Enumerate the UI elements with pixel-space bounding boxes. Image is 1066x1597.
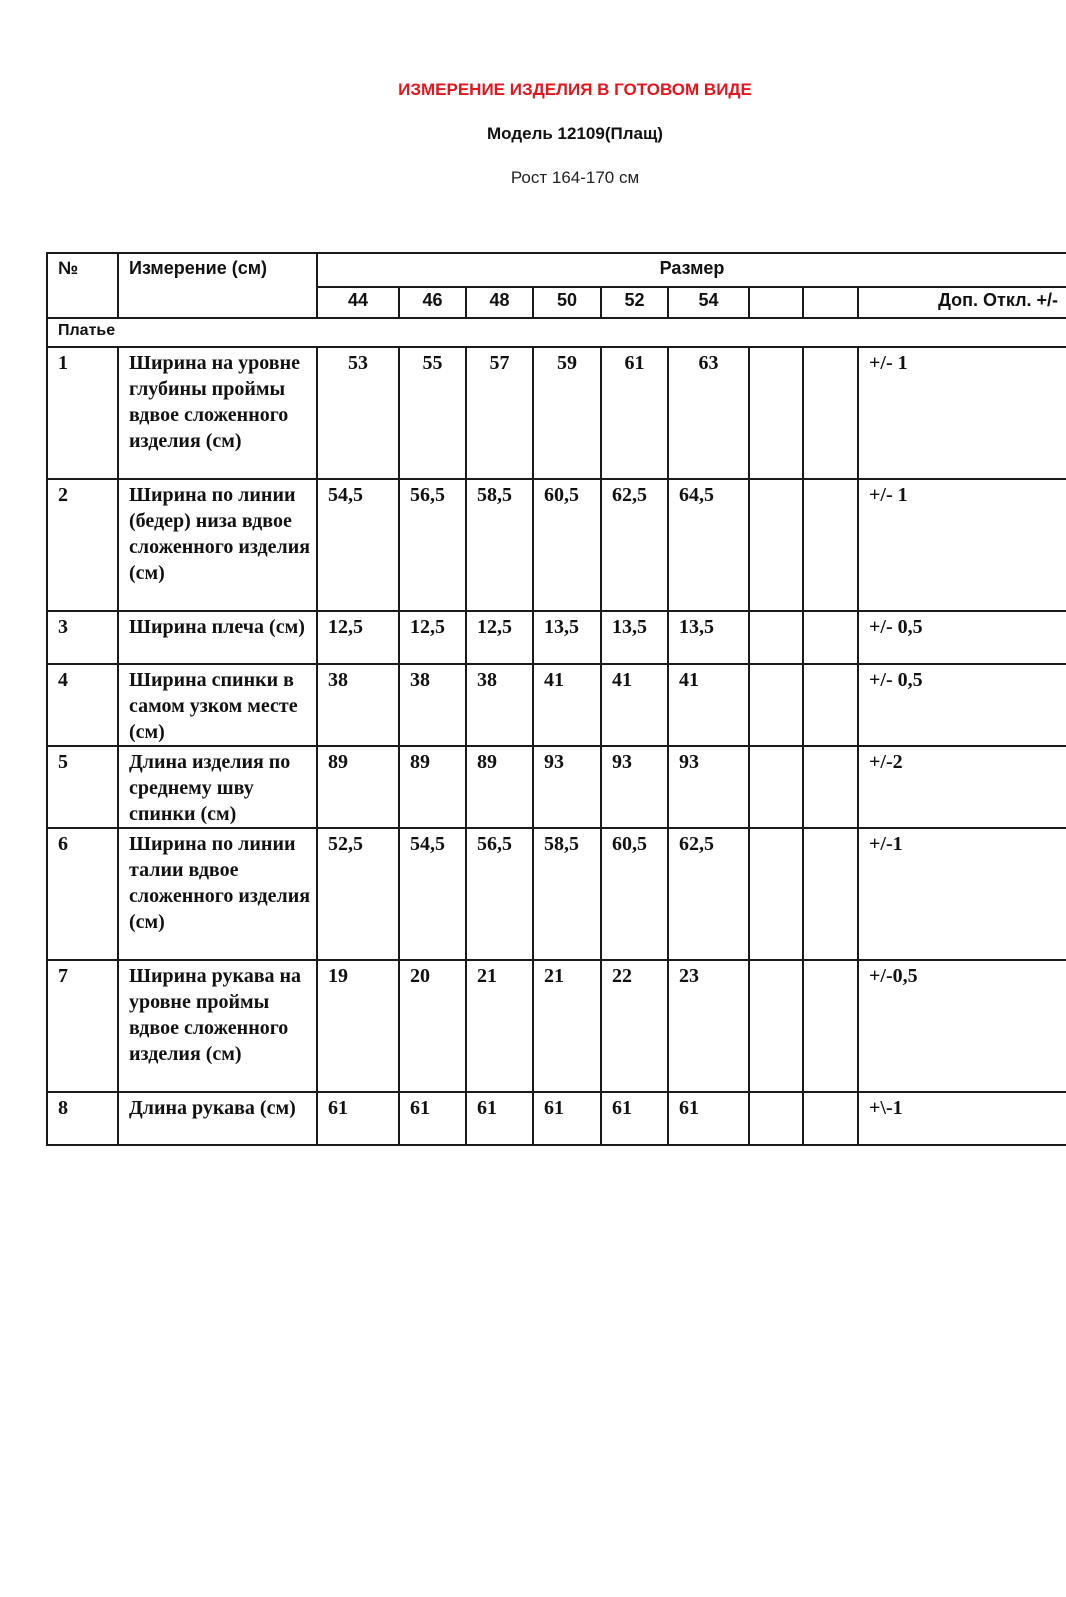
row-size-value: 60,5 <box>601 828 668 960</box>
row-tolerance: +/-1 <box>858 828 1066 960</box>
row-size-value: 53 <box>317 347 399 479</box>
row-size-value: 93 <box>601 746 668 828</box>
row-size-value: 59 <box>533 347 601 479</box>
row-measurement-label: Ширина по линии талии вдвое сложенного изделия (см) <box>118 828 317 960</box>
header-size-cell: 48 <box>466 287 533 318</box>
row-size-value: 41 <box>668 664 749 746</box>
row-size-value: 41 <box>533 664 601 746</box>
row-size-value: 61 <box>399 1092 466 1145</box>
header-size-cell <box>803 287 858 318</box>
row-size-value: 89 <box>399 746 466 828</box>
row-size-value: 93 <box>668 746 749 828</box>
row-size-value: 63 <box>668 347 749 479</box>
row-size-value: 61 <box>601 1092 668 1145</box>
table-row <box>47 611 1066 664</box>
row-tolerance: +/-2 <box>858 746 1066 828</box>
row-measurement-label: Ширина рукава на уровне проймы вдвое сложенного изделия (см) <box>118 960 317 1092</box>
row-tolerance: +/-0,5 <box>858 960 1066 1092</box>
row-size-value: 20 <box>399 960 466 1092</box>
table-row <box>47 347 1066 479</box>
row-size-value: 89 <box>317 746 399 828</box>
section-label: Платье <box>47 318 1066 347</box>
row-tolerance: +/- 1 <box>858 347 1066 479</box>
header-measurement: Измерение (см) <box>118 253 317 318</box>
row-number: 5 <box>47 746 118 828</box>
header-size-cell: 46 <box>399 287 466 318</box>
row-size-value: 93 <box>533 746 601 828</box>
row-number: 3 <box>47 611 118 664</box>
row-size-value <box>749 479 803 611</box>
row-size-value: 61 <box>668 1092 749 1145</box>
row-size-value: 12,5 <box>317 611 399 664</box>
row-size-value <box>749 1092 803 1145</box>
row-size-value <box>803 611 858 664</box>
header-size-cell: 50 <box>533 287 601 318</box>
table-row <box>47 960 1066 1092</box>
table-header-row <box>47 253 1066 287</box>
row-number: 8 <box>47 1092 118 1145</box>
row-size-value: 54,5 <box>399 828 466 960</box>
row-size-value: 62,5 <box>601 479 668 611</box>
row-size-value: 38 <box>466 664 533 746</box>
row-number: 1 <box>47 347 118 479</box>
row-size-value <box>749 960 803 1092</box>
header-size-cell: 52 <box>601 287 668 318</box>
height-range: Рост 164-170 см <box>510 168 640 187</box>
row-size-value: 54,5 <box>317 479 399 611</box>
row-size-value: 89 <box>466 746 533 828</box>
table-row <box>47 479 1066 611</box>
row-size-value: 38 <box>317 664 399 746</box>
row-number: 2 <box>47 479 118 611</box>
row-size-value <box>749 746 803 828</box>
row-number: 7 <box>47 960 118 1092</box>
header-number: № <box>47 253 118 318</box>
row-size-value: 64,5 <box>668 479 749 611</box>
row-tolerance: +/- 0,5 <box>858 664 1066 746</box>
header-size-cell: 54 <box>668 287 749 318</box>
row-size-value: 13,5 <box>668 611 749 664</box>
row-size-value: 41 <box>601 664 668 746</box>
row-size-value: 38 <box>399 664 466 746</box>
document-title: ИЗМЕРЕНИЕ ИЗДЕЛИЯ В ГОТОВОМ ВИДЕ <box>398 80 752 99</box>
header-size-cell: 44 <box>317 287 399 318</box>
row-size-value: 57 <box>466 347 533 479</box>
row-size-value: 55 <box>399 347 466 479</box>
row-size-value: 58,5 <box>466 479 533 611</box>
row-measurement-label: Ширина спинки в самом узком месте (см) <box>118 664 317 746</box>
section-row <box>47 318 1066 347</box>
row-size-value: 62,5 <box>668 828 749 960</box>
row-number: 4 <box>47 664 118 746</box>
row-size-value: 23 <box>668 960 749 1092</box>
row-size-value: 61 <box>466 1092 533 1145</box>
row-size-value: 13,5 <box>533 611 601 664</box>
row-number: 6 <box>47 828 118 960</box>
row-size-value <box>803 664 858 746</box>
row-size-value <box>749 664 803 746</box>
row-size-value: 56,5 <box>399 479 466 611</box>
row-measurement-label: Длина рукава (см) <box>118 1092 317 1145</box>
header-size-cell <box>749 287 803 318</box>
model-name: Модель 12109(Плащ) <box>487 124 663 143</box>
header-size: Размер <box>317 253 1066 287</box>
row-size-value <box>803 828 858 960</box>
row-size-value <box>803 347 858 479</box>
row-size-value: 61 <box>601 347 668 479</box>
row-size-value <box>749 611 803 664</box>
table-row <box>47 746 1066 828</box>
row-size-value: 12,5 <box>466 611 533 664</box>
row-size-value: 21 <box>466 960 533 1092</box>
row-size-value <box>749 828 803 960</box>
row-tolerance: +/- 0,5 <box>858 611 1066 664</box>
table-row <box>47 828 1066 960</box>
row-size-value: 58,5 <box>533 828 601 960</box>
table-row <box>47 1092 1066 1145</box>
row-size-value: 19 <box>317 960 399 1092</box>
row-size-value: 12,5 <box>399 611 466 664</box>
row-size-value <box>803 1092 858 1145</box>
row-size-value: 61 <box>317 1092 399 1145</box>
row-measurement-label: Ширина по линии (бедер) низа вдвое сложенного изделия (см) <box>118 479 317 611</box>
row-tolerance: +\-1 <box>858 1092 1066 1145</box>
row-size-value: 60,5 <box>533 479 601 611</box>
row-size-value <box>803 479 858 611</box>
row-measurement-label: Ширина на уровне глубины проймы вдвое сложенного изделия (см) <box>118 347 317 479</box>
row-measurement-label: Длина изделия по среднему шву спинки (см) <box>118 746 317 828</box>
row-size-value: 13,5 <box>601 611 668 664</box>
row-size-value <box>803 746 858 828</box>
header-tolerance: Доп. Откл. +/- <box>858 287 1066 318</box>
row-measurement-label: Ширина плеча (см) <box>118 611 317 664</box>
row-size-value <box>749 347 803 479</box>
table-row <box>47 664 1066 746</box>
row-size-value: 52,5 <box>317 828 399 960</box>
row-size-value: 61 <box>533 1092 601 1145</box>
row-tolerance: +/- 1 <box>858 479 1066 611</box>
row-size-value: 21 <box>533 960 601 1092</box>
row-size-value <box>803 960 858 1092</box>
row-size-value: 56,5 <box>466 828 533 960</box>
row-size-value: 22 <box>601 960 668 1092</box>
measurement-table <box>46 252 1066 1146</box>
